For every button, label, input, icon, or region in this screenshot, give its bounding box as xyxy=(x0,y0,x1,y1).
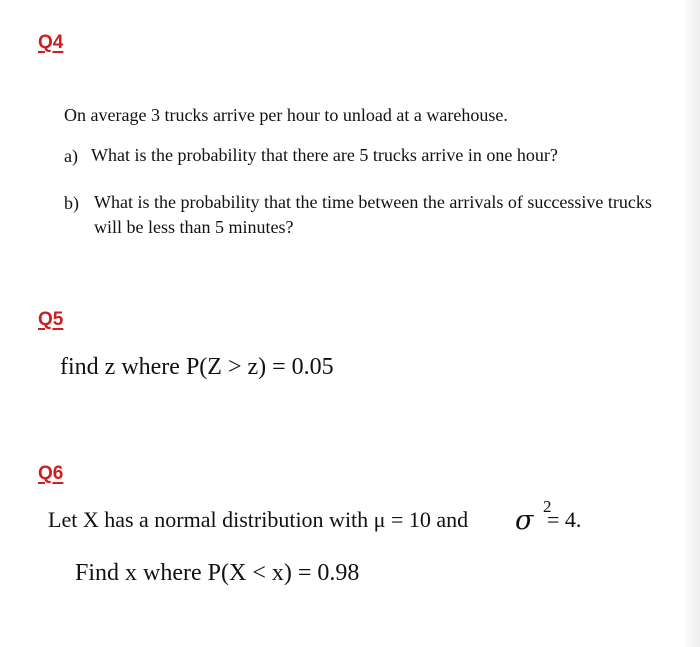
q5-heading: Q5 xyxy=(38,309,64,330)
q4-intro: On average 3 trucks arrive per hour to unload at a warehouse. xyxy=(64,105,508,125)
q6-line2: Find x where P(X < x) = 0.98 xyxy=(75,560,360,586)
q5-question: find z where P(Z > z) = 0.05 xyxy=(60,354,334,380)
q4-part-a-text: What is the probability that there are 5 trucks arrive in one hour? xyxy=(91,145,558,165)
q6-line1-value: = 4. xyxy=(547,507,582,532)
q4-part-b-text: What is the probability that the time between the arrivals of successive trucks will be less than 5 minutes? xyxy=(94,192,652,237)
sigma-symbol: σ xyxy=(515,505,534,536)
q6-heading: Q6 xyxy=(38,463,64,484)
q6-line1: Let X has a normal distribution with μ = 10 and xyxy=(48,507,469,532)
q4-part-b-label: b) xyxy=(64,193,79,213)
q4-heading: Q4 xyxy=(38,32,64,53)
sigma-exponent: 2 xyxy=(543,497,552,516)
page-edge-shadow xyxy=(686,0,700,647)
q4-part-a-label: a) xyxy=(64,146,78,166)
